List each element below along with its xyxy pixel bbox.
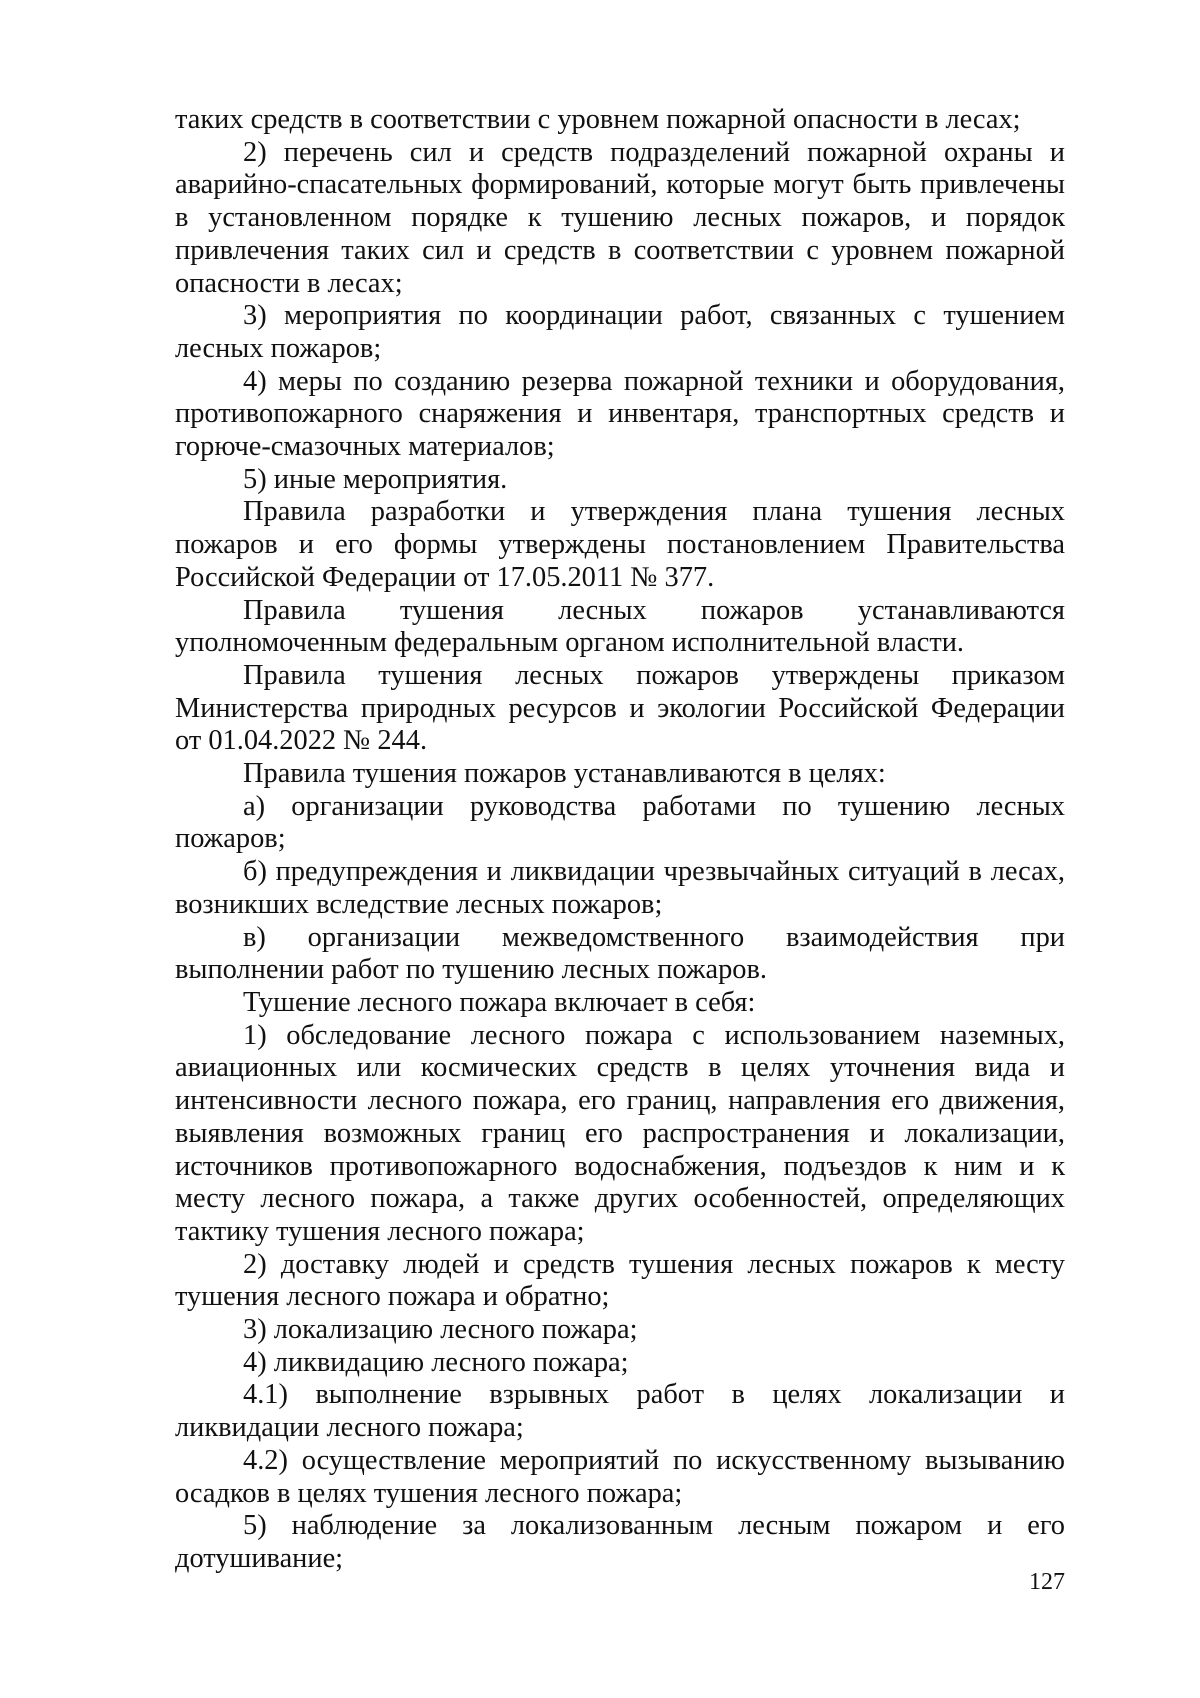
list-item-v: в) организации межведомственного взаимодействия при выполнении работ по тушению лесных пожаров.	[175, 921, 1065, 986]
list-item-4: 4) меры по созданию резерва пожарной техники и оборудования, противопожарного снаряжения и инвентаря, транспортных средств и горюче-смазочных материалов;	[175, 365, 1065, 463]
paragraph-rules-order: Правила тушения лесных пожаров утверждены приказом Министерства природных ресурсов и экологии Российской Федерации от 01.04.2022 № 244.	[175, 659, 1065, 757]
step-item-4-2: 4.2) осуществление мероприятий по искусственному вызыванию осадков в целях тушения лесного пожара;	[175, 1444, 1065, 1509]
list-item-b: б) предупреждения и ликвидации чрезвычайных ситуаций в лесах, возникших вследствие лесных пожаров;	[175, 856, 1065, 920]
paragraph-plan-rules: Правила разработки и утверждения плана тушения лесных пожаров и его формы утверждены постановлением Правительства Российской Федерации от 17.05.2011 № 377.	[175, 496, 1065, 593]
step-item-5: 5) наблюдение за локализованным лесным пожаром и его дотушивание;	[175, 1510, 1065, 1574]
step-item-1: 1) обследование лесного пожара с использованием наземных, авиационных или космических средств в целях уточнения вида и интенсивности лесного пожара, его границ, направления его движения, выявления возможных границ его распространения и локализации, источников противопожарного водоснабжения, подъездов к ним и к месту лесного пожара, а также других особенностей, определяющих тактику тушения лесного пожара;	[175, 1019, 1065, 1247]
list-item-2: 2) перечень сил и средств подразделений пожарной охраны и аварийно-спасательных формирований, которые могут быть привлечены в установленном порядке к тушению лесных пожаров, и порядок привлечения таких сил и средств в соответствии с уровнем пожарной опасности в лесах;	[175, 136, 1065, 299]
document-body	[175, 104, 1065, 1576]
page-number: 127	[1029, 1569, 1065, 1595]
step-item-2: 2) доставку людей и средств тушения лесных пожаров к месту тушения лесного пожара и обратно;	[175, 1248, 1065, 1313]
list-item-3: 3) мероприятия по координации работ, связанных с тушением лесных пожаров;	[175, 300, 1065, 364]
step-item-3: 3) локализацию лесного пожара;	[243, 1314, 638, 1346]
list-item-5: 5) иные мероприятия.	[243, 463, 508, 495]
step-item-4: 4) ликвидацию лесного пожара;	[243, 1346, 629, 1378]
paragraph-continuation: таких средств в соответствии с уровнем пожарной опасности в лесах;	[175, 104, 1021, 135]
paragraph-rules-purpose: Правила тушения пожаров устанавливаются в целях:	[243, 758, 886, 790]
paragraph-extinguishing-includes: Тушение лесного пожара включает в себя:	[243, 986, 756, 1018]
paragraph-rules-authority: Правила тушения лесных пожаров устанавливаются уполномоченным федеральным органом исполнительной власти.	[175, 594, 1065, 659]
list-item-a: а) организации руководства работами по тушению лесных пожаров;	[175, 790, 1065, 855]
step-item-4-1: 4.1) выполнение взрывных работ в целях локализации и ликвидации лесного пожара;	[175, 1379, 1065, 1444]
